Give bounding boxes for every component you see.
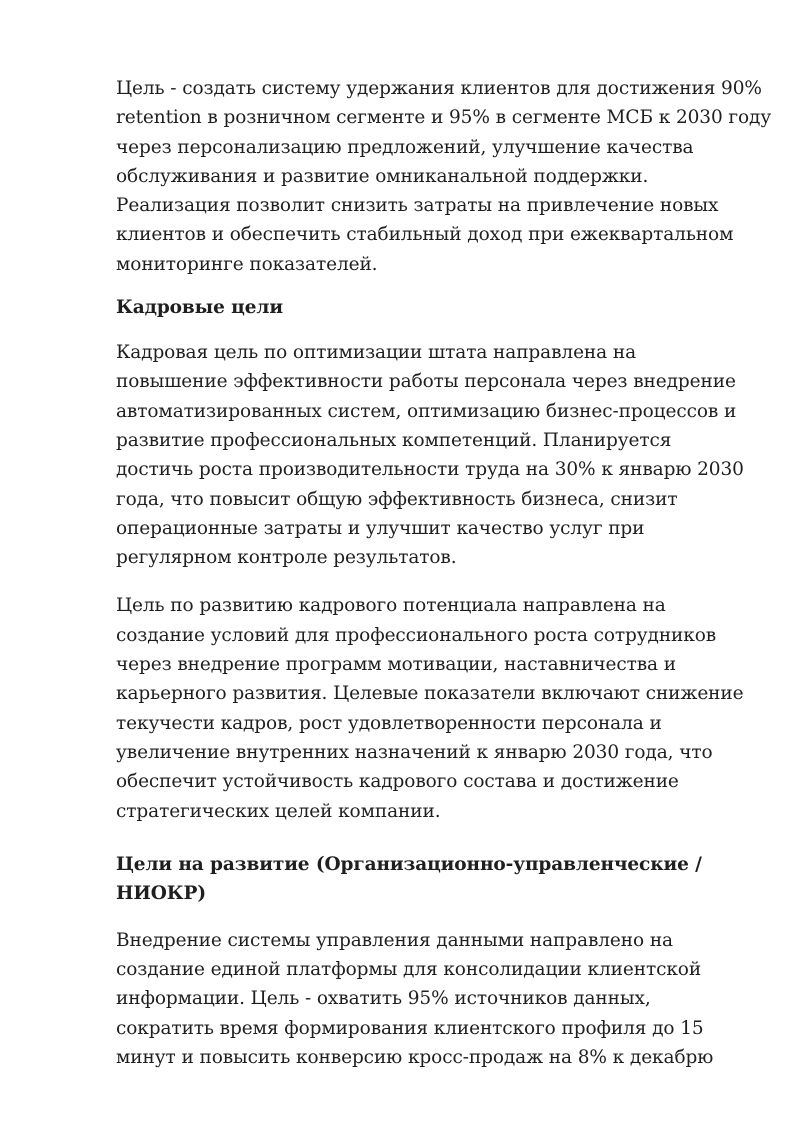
text-line: Кадровая цель по оптимизации штата направлена на bbox=[116, 342, 637, 364]
text-line: клиентов и обеспечить стабильный доход при ежеквартальном bbox=[116, 224, 734, 246]
text-line: автоматизированных систем, оптимизацию бизнес-процессов и bbox=[116, 400, 737, 422]
text-line: карьерного развития. Целевые показатели включают снижение bbox=[116, 683, 744, 705]
text-line: текучести кадров, рост удовлетворенности персонала и bbox=[116, 712, 662, 734]
paragraph-customer-retention bbox=[116, 74, 772, 279]
section-heading-hr-goals: Кадровые цели bbox=[116, 297, 283, 319]
paragraph-staff-optimization bbox=[116, 338, 756, 572]
text-line: стратегических целей компании. bbox=[116, 800, 441, 822]
text-line: Цель - создать систему удержания клиентов для достижения 90% bbox=[116, 78, 762, 99]
text-line: достичь роста производительности труда на 30% к январю 2030 bbox=[116, 459, 744, 481]
text-line: информации. Цель - охватить 95% источников данных, bbox=[116, 988, 651, 1010]
text-line: регулярном контроле результатов. bbox=[116, 547, 457, 569]
text-line: развитие профессиональных компетенций. Планируется bbox=[116, 429, 672, 451]
text-line: Реализация позволит снизить затраты на привлечение новых bbox=[116, 195, 719, 217]
text-line: через внедрение программ мотивации, наставничества и bbox=[116, 654, 676, 676]
text-line: повышение эффективности работы персонала через внедрение bbox=[116, 371, 736, 393]
paragraph-data-management bbox=[116, 926, 756, 1072]
text-line: обслуживания и развитие омниканальной поддержки. bbox=[116, 165, 649, 187]
text-line: Цель по развитию кадрового потенциала направлена на bbox=[116, 595, 666, 617]
document-page bbox=[116, 74, 772, 1072]
text-line: обеспечит устойчивость кадрового состава и достижение bbox=[116, 771, 679, 793]
text-line: Внедрение системы управления данными направлено на bbox=[116, 929, 673, 951]
section-heading-development-goals: Цели на развитие (Организационно-управленческие / НИОКР) bbox=[116, 853, 702, 904]
text-line: создание единой платформы для консолидации клиентской bbox=[116, 959, 702, 981]
text-line: года, что повысит общую эффективность бизнеса, снизит bbox=[116, 488, 678, 510]
text-line: создание условий для профессионального роста сотрудников bbox=[116, 624, 717, 646]
text-line: retention в розничном сегменте и 95% в сегменте МСБ к 2030 году bbox=[116, 107, 772, 129]
text-line: минут и повысить конверсию кросс-продаж на 8% к декабрю bbox=[116, 1047, 714, 1069]
paragraph-talent-development bbox=[116, 591, 756, 825]
text-line: операционные затраты и улучшит качество услуг при bbox=[116, 517, 645, 539]
text-line: увеличение внутренних назначений к январю 2030 года, что bbox=[116, 741, 713, 763]
text-line: сократить время формирования клиентского профиля до 15 bbox=[116, 1017, 704, 1039]
text-line: мониторинге показателей. bbox=[116, 253, 378, 275]
text-line: через персонализацию предложений, улучшение качества bbox=[116, 136, 694, 158]
